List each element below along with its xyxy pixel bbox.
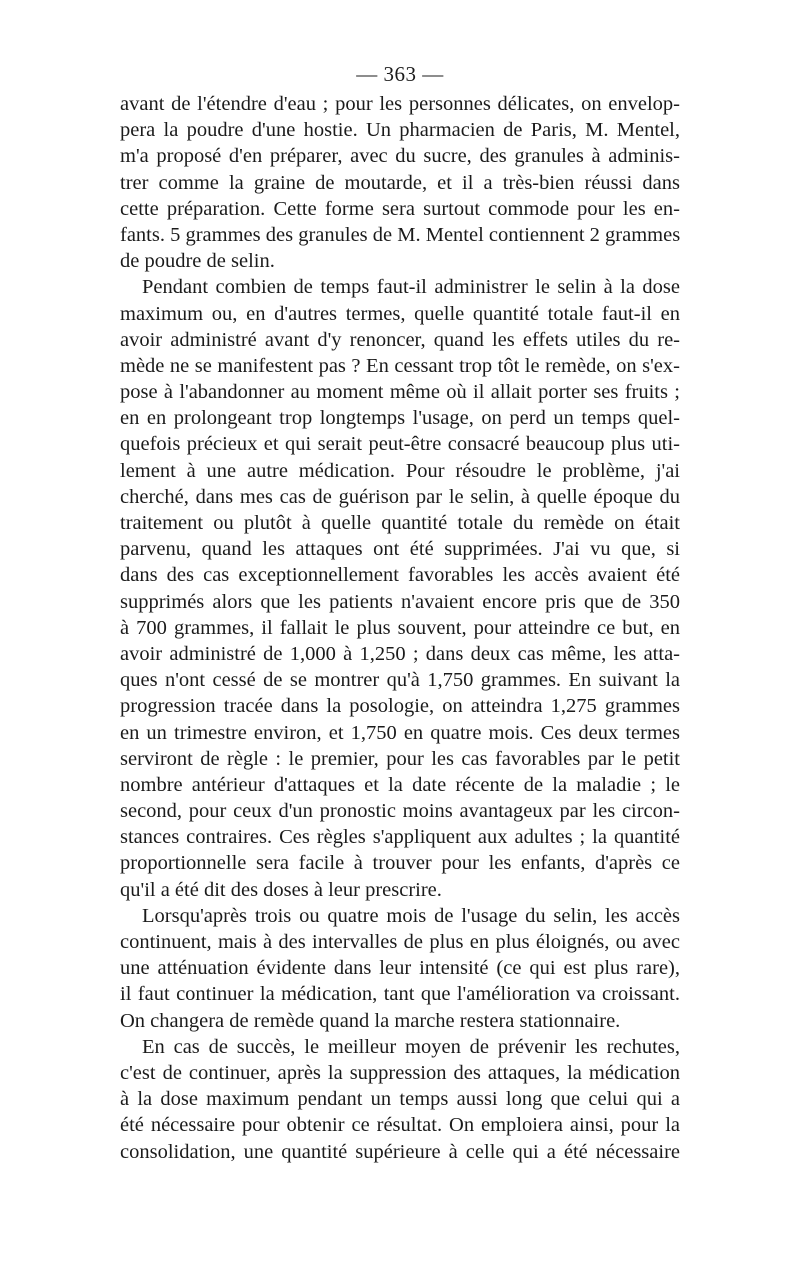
text-line: maximum ou, en d'autres termes, quelle quantité totale faut-il en xyxy=(120,302,680,325)
text-line: Lorsqu'après trois ou quatre mois de l'usage du selin, les accès xyxy=(142,904,680,927)
text-line: continuent, mais à des intervalles de plus en plus éloignés, ou avec xyxy=(120,931,680,953)
text-line: Pendant combien de temps faut-il administrer le selin à la dose xyxy=(142,276,680,299)
text-line: été nécessaire pour obtenir ce résultat. On emploiera ainsi, pour la xyxy=(120,1114,680,1137)
paragraph xyxy=(120,274,680,903)
text-line: supprimés alors que les patients n'avaient encore pris que de 350 xyxy=(120,590,680,613)
text-line: en en prolongeant trop longtemps l'usage, on perd un temps quel- xyxy=(120,407,680,430)
text-line: parvenu, quand les attaques ont été supprimées. J'ai vu que, si xyxy=(120,538,680,561)
text-line: dans des cas exceptionnellement favorables les accès avaient été xyxy=(120,564,680,587)
text-line: avoir administré avant d'y renoncer, quand les effets utiles du re- xyxy=(120,328,680,351)
paragraph xyxy=(120,1034,680,1165)
paragraph xyxy=(120,903,680,1034)
text-line: cherché, dans mes cas de guérison par le selin, à quelle époque du xyxy=(120,485,680,508)
text-line: c'est de continuer, après la suppression des attaques, la médication xyxy=(120,1061,680,1084)
text-line: En cas de succès, le meilleur moyen de prévenir les rechutes, xyxy=(142,1035,680,1058)
text-line: avoir administré de 1,000 à 1,250 ; dans deux cas même, les atta- xyxy=(120,642,680,665)
text-line: pose à l'abandonner au moment même où il allait porter ses fruits ; xyxy=(120,381,680,404)
text-line: à la dose maximum pendant un temps aussi long que celui qui a xyxy=(120,1088,680,1111)
paragraph xyxy=(120,91,680,274)
text-line: nombre antérieur d'attaques et la date récente de la maladie ; le xyxy=(120,773,680,796)
text-line: traitement ou plutôt à quelle quantité totale du remède on était xyxy=(120,512,680,534)
page-number: — 363 — xyxy=(356,62,444,86)
text-line: mède ne se manifestent pas ? En cessant trop tôt le remède, on s'ex- xyxy=(120,354,680,377)
text-line: On changera de remède quand la marche restera stationnaire. xyxy=(120,1009,621,1032)
text-line: m'a proposé d'en préparer, avec du sucre, des granules à adminis- xyxy=(120,145,680,168)
text-line: pera la poudre d'une hostie. Un pharmacien de Paris, M. Mentel, xyxy=(120,119,680,142)
text-line: quefois précieux et qui serait peut-être consacré beaucoup plus uti- xyxy=(120,433,680,456)
text-line: trer comme la graine de moutarde, et il a très-bien réussi dans xyxy=(120,171,680,194)
text-line: consolidation, une quantité supérieure à celle qui a été nécessaire xyxy=(120,1140,680,1163)
text-line: en un trimestre environ, et 1,750 en quatre mois. Ces deux termes xyxy=(120,721,680,744)
text-line: second, pour ceux d'un pronostic moins avantageux par les circon- xyxy=(120,800,680,823)
text-line: de poudre de selin. xyxy=(120,250,275,273)
text-line: progression tracée dans la posologie, on atteindra 1,275 grammes xyxy=(120,695,680,718)
text-line: avant de l'étendre d'eau ; pour les personnes délicates, on envelop- xyxy=(120,93,680,115)
text-line: serviront de règle : le premier, pour les cas favorables par le petit xyxy=(120,747,680,770)
text-line: lement à une autre médication. Pour résoudre le problème, j'ai xyxy=(120,459,680,482)
body-text xyxy=(120,91,680,1165)
text-line: cette préparation. Cette forme sera surtout commode pour les en- xyxy=(120,197,680,220)
text-line: à 700 grammes, il fallait le plus souvent, pour atteindre ce but, en xyxy=(120,616,680,639)
text-line: une atténuation évidente dans leur intensité (ce qui est plus rare), xyxy=(120,957,680,980)
text-line: proportionnelle sera facile à trouver pour les enfants, d'après ce xyxy=(120,852,680,875)
text-line: stances contraires. Ces règles s'appliquent aux adultes ; la quantité xyxy=(120,826,680,849)
text-line: fants. 5 grammes des granules de M. Mentel contiennent 2 grammes xyxy=(120,223,680,246)
text-line: ques n'ont cessé de se montrer qu'à 1,750 grammes. En suivant la xyxy=(120,669,680,692)
text-line: qu'il a été dit des doses à leur prescrire. xyxy=(120,878,442,901)
text-line: il faut continuer la médication, tant que l'amélioration va croissant. xyxy=(120,983,680,1006)
